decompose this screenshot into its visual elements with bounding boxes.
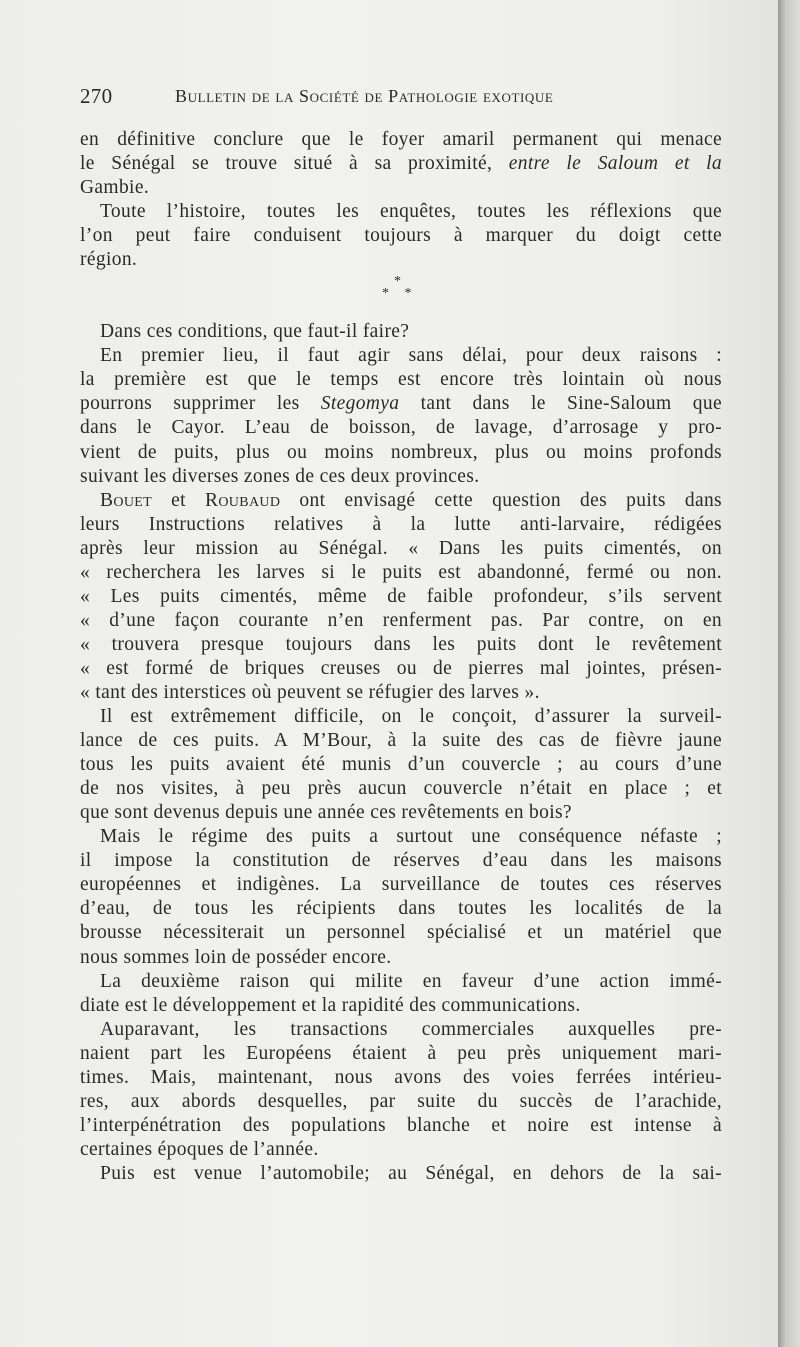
- text-line: « est formé de briques creuses ou de pierres mal jointes, présen-: [80, 657, 722, 679]
- paragraph-6: [80, 705, 722, 825]
- paragraph-3: [80, 320, 722, 344]
- text-line: « d’une façon courante n’en renferment pas. Par contre, on en: [80, 609, 722, 631]
- text-line: que sont devenus depuis une année ces revêtements en bois?: [80, 802, 572, 824]
- text-line: après leur mission au Sénégal. « Dans les puits cimentés, on: [80, 537, 722, 559]
- paragraph-10: [80, 1162, 722, 1186]
- text-line: Il est extrêmement difficile, on le conçoit, d’assurer la surveil-: [100, 706, 722, 728]
- text-line: « tant des interstices où peuvent se réfugier des larves ».: [80, 681, 540, 703]
- paragraph-1: [80, 128, 722, 200]
- text-line: l’interpénétration des populations blanche et noire est intense à: [80, 1114, 722, 1136]
- author-name-bouet: Bouet: [100, 489, 153, 511]
- text-line: naient part les Européens étaient à peu près uniquement mari-: [80, 1042, 722, 1064]
- paragraph-5: [80, 489, 722, 705]
- text-line: européennes et indigènes. La surveillance de toutes ces réserves: [80, 874, 722, 896]
- paragraph-9: [80, 1018, 722, 1162]
- author-name-roubaud: Roubaud: [204, 489, 281, 511]
- section-separator: [80, 272, 722, 320]
- text-segment: le Sénégal se trouve situé à sa proximité,: [80, 153, 509, 175]
- text-line: La deuxième raison qui milite en faveur d’une action immé-: [100, 970, 722, 992]
- page-number: 270: [80, 84, 113, 108]
- text-line: Auparavant, les transactions commerciales auxquelles pre-: [100, 1018, 722, 1040]
- text-line: leurs Instructions relatives à la lutte anti-larvaire, rédigées: [80, 513, 722, 535]
- text-line: [80, 489, 722, 513]
- text-line: région.: [80, 249, 138, 271]
- text-line: res, aux abords desquelles, par suite du succès de l’arachide,: [80, 1090, 722, 1112]
- italic-place-names: entre le Saloum et la: [508, 153, 722, 175]
- text-line: [80, 152, 722, 176]
- asterisk-bottom: * *: [382, 286, 418, 302]
- text-line: diate est le développement et la rapidité des communications.: [80, 994, 581, 1016]
- text-segment: tant dans le Sine-Saloum que: [399, 393, 723, 415]
- italic-genus-name: Stegomya: [320, 393, 400, 415]
- paragraph-2: [80, 200, 722, 272]
- body-text: [80, 128, 722, 1186]
- text-line: Dans ces conditions, que faut-il faire?: [100, 321, 410, 343]
- text-line: d’eau, de tous les récipients dans toutes les localités de la: [80, 898, 722, 920]
- text-line: Mais le régime des puits a surtout une conséquence néfaste ;: [100, 826, 722, 848]
- text-segment: ont envisagé cette question des puits dans: [280, 489, 722, 511]
- text-line: tous les puits avaient été munis d’un couvercle ; au cours d’une: [80, 754, 722, 776]
- text-line: vient de puits, plus ou moins nombreux, plus ou moins profonds: [80, 441, 722, 463]
- text-line: l’on peut faire conduisent toujours à marquer du doigt cette: [80, 225, 722, 247]
- text-line: [80, 392, 722, 416]
- text-line: times. Mais, maintenant, nous avons des voies ferrées intérieu-: [80, 1066, 722, 1088]
- text-line: « recherchera les larves si le puits est abandonné, fermé ou non.: [80, 561, 722, 583]
- text-line: lance de ces puits. A M’Bour, à la suite des cas de fièvre jaune: [80, 730, 722, 752]
- paragraph-8: [80, 970, 722, 1018]
- text-line: brousse nécessiterait un personnel spécialisé et un matériel que: [80, 922, 722, 944]
- paragraph-4: [80, 344, 722, 488]
- running-title: Bulletin de la Société de Pathologie exotique: [175, 86, 554, 106]
- text-segment: pourrons supprimer les: [80, 393, 321, 415]
- text-line: en définitive conclure que le foyer amaril permanent qui menace: [80, 129, 722, 150]
- text-line: « Les puits cimentés, même de faible profondeur, s’ils servent: [80, 585, 722, 607]
- text-line: il impose la constitution de réserves d’eau dans les maisons: [80, 850, 722, 872]
- text-line: « trouvera presque toujours dans les puits dont le revêtement: [80, 633, 722, 655]
- text-line: certaines époques de l’année.: [80, 1138, 319, 1160]
- text-line: suivant les diverses zones de ces deux provinces.: [80, 465, 480, 487]
- text-line: de nos visites, à peu près aucun couvercle n’était en place ; et: [80, 778, 722, 800]
- book-spine-shadow: [778, 0, 800, 1347]
- text-line: nous sommes loin de posséder encore.: [80, 946, 392, 968]
- text-line: Puis est venue l’automobile; au Sénégal, en dehors de la sai-: [100, 1162, 722, 1184]
- text-line: En premier lieu, il faut agir sans délai, pour deux raisons :: [100, 345, 722, 367]
- asterisk-top: *: [394, 274, 401, 290]
- text-line: Gambie.: [80, 177, 150, 199]
- page-header: [80, 84, 720, 114]
- text-line: dans le Cayor. L’eau de boisson, de lavage, d’arrosage y pro-: [80, 417, 722, 439]
- text-line: Toute l’histoire, toutes les enquêtes, toutes les réflexions que: [100, 201, 722, 223]
- paragraph-7: [80, 825, 722, 969]
- text-segment: et: [152, 489, 205, 511]
- text-line: la première est que le temps est encore très lointain où nous: [80, 369, 722, 391]
